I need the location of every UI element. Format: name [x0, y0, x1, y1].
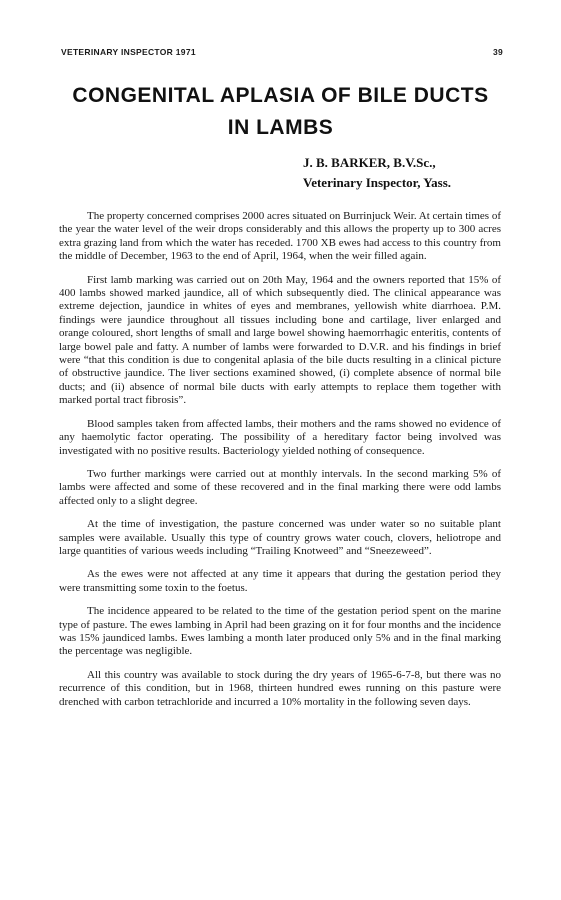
byline [303, 153, 521, 193]
paragraph: Blood samples taken from affected lambs, their mothers and the rams showed no evidence of any haemolytic factor operating. The possibility of a hereditary factor being involved was investigated with no positive results. Bacteriology yielded nothing of consequence. [59, 417, 501, 457]
paragraph: Two further markings were carried out at monthly intervals. In the second marking 5% of lambs were affected and some of these recovered and in the final marking there were odd lambs affected only to a slight degree. [59, 467, 501, 507]
article-title [40, 80, 521, 144]
paragraph: At the time of investigation, the pasture concerned was under water so no suitable plant samples were available. Usually this type of country grows water couch, clovers, heliotrope and large quantities of various weeds including “Trailing Knotweed” and “Sneezeweed”. [59, 518, 501, 557]
paragraph: All this country was available to stock during the dry years of 1965-6-7-8, but there was no recurrence of this condition, but in 1968, thirteen hundred ewes running on this pasture were drenched with carbon tetrachloride and incurred a 10% mortality in the following seven days. [59, 668, 501, 708]
paragraph: First lamb marking was carried out on 20th May, 1964 and the owners reported that 15% of 400 lambs showed marked jaundice, all of which subsequently died. The clinical appearance was extreme dejection, jaundice in whites of eyes and membranes, yellowish white diarrhoea. P.M. findings were jaundice throughout all tissues including bone and cartilage, liver enlarged and orange coloured, short lengths of small and large bowel showing haemorrhagic enteritis, contents of large bowel pale and fatty. A number of lambs were forwarded to D.V.R. and his findings in brief were “that this condition is due to congenital aplasia of the bile ducts resulting in a clinical picture of obstructive jaundice. The liver sections examined showed, (i) complete absence of normal bile ducts; and (ii) absence of normal bile ducts with early attempts to replace them together with marked portal tract fibrosis”. [59, 273, 501, 407]
title-line-1: CONGENITAL APLASIA OF BILE DUCTS [72, 84, 489, 107]
page-number: 39 [492, 47, 503, 57]
paragraph: The incidence appeared to be related to the time of the gestation period spent on the marine type of pasture. The ewes lambing in April had been grazing on it for four months and the incidence was 15% jaundiced lambs. Ewes lambing a month later produced only 5% and in the final marking the percentage was negligible. [59, 605, 501, 658]
title-line-2: IN LAMBS [227, 116, 334, 139]
paragraph: As the ewes were not affected at any time it appears that during the gestation period they were transmitting some toxin to the foetus. [59, 568, 501, 594]
article-body [59, 210, 501, 719]
journal-name: VETERINARY INSPECTOR 1971 [61, 47, 196, 57]
author-role: Veterinary Inspector, Yass. [303, 175, 452, 190]
paragraph: The property concerned comprises 2000 acres situated on Burrinjuck Weir. At certain times of the year the water level of the weir drops considerably and this allows the property up to 300 acres extra grazing land from which the water has receded. 1700 XB ewes had access to this country from the middle of December, 1963 to the end of April, 1964, when the weir filled again. [59, 210, 501, 263]
author-name: J. B. BARKER, B.V.Sc., [303, 155, 436, 170]
